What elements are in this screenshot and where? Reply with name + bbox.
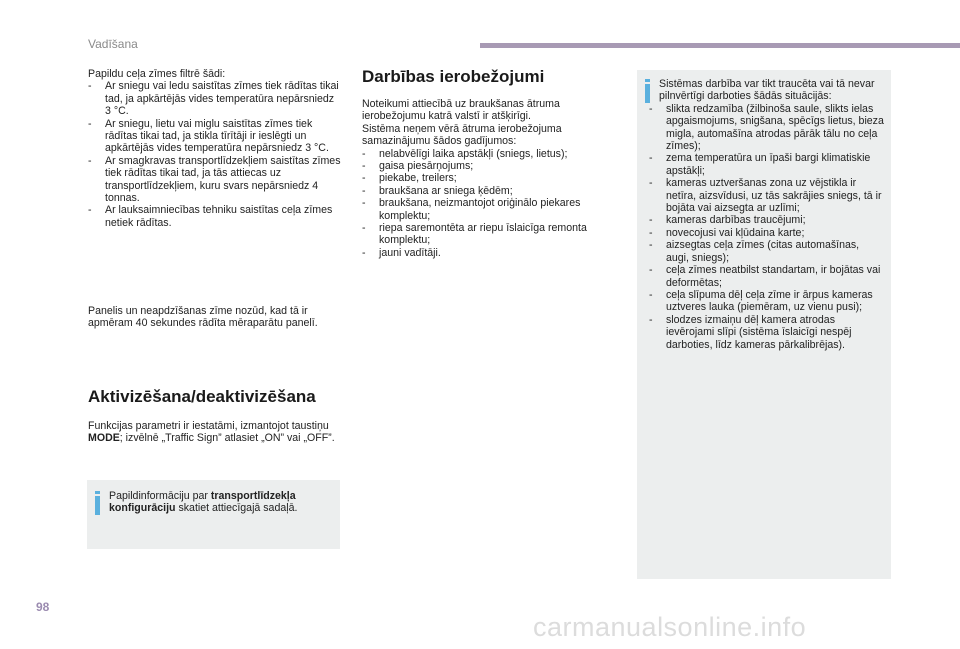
info-box-right <box>637 70 891 579</box>
list-item: - kameras uztveršanas zona uz vējstikla ir netīra, aizsvīdusi, uz tās sakrājies sniegs, tā ir bojāta vai aizsegta ar uzlīmi; <box>649 177 885 214</box>
list-item: - nelabvēlīgi laika apstākļi (sniegs, lietus); <box>362 148 617 160</box>
list-item: - slodzes izmaiņu dēļ kamera atrodas ievērojami slīpi (sistēma īslaicīgi nespēj darboties, līdz kameras pārkalibrējas). <box>649 314 885 351</box>
panel-paragraph-block <box>88 305 342 330</box>
info-text <box>649 78 885 351</box>
list-item: - piekabe, treilers; <box>362 172 617 184</box>
watermark[interactable]: carmanualsonline.info <box>533 612 807 642</box>
list-item: - slikta redzamība (žilbinoša saule, slikts ielas apgaismojums, snigšana, spēcīgs lietus, bieza migla, automašīna atrodas pārāk tālu no ceļa zīmes); <box>649 103 885 153</box>
panel-paragraph: Panelis un neapdzīšanas zīme nozūd, kad tā ir apmēram 40 sekundes rādīta mēraparātu panelī. <box>88 305 318 330</box>
list-item: - ceļa slīpuma dēļ ceļa zīme ir ārpus kameras uztveres lauka (piemēram, uz vienu pusi); <box>649 289 885 314</box>
limits-intro: Sistēma neņem vērā ātruma ierobežojuma samazinājumu šādos gadījumos: <box>362 122 562 148</box>
list-item: - braukšana ar sniega ķēdēm; <box>362 185 617 197</box>
list-item: - riepa saremontēta ar riepu īslaicīga remonta komplektu; <box>362 222 617 247</box>
list-item: - jauni vadītāji. <box>362 247 617 259</box>
column-left <box>88 68 342 229</box>
limits-list <box>362 148 617 260</box>
activation-paragraph-block <box>88 420 342 445</box>
section-title: Vadīšana <box>88 37 138 51</box>
limits-paragraph: Noteikumi attiecībā uz braukšanas ātruma ierobežojumu katrā valstī ir atšķirīgi. <box>362 98 560 123</box>
list-item: - gaisa piesārņojums; <box>362 160 617 172</box>
situations-intro: Sistēmas darbība var tikt traucēta vai tā nevar pilnvērtīgi darboties šādās situācijās: <box>659 78 875 103</box>
list-item: - braukšana, neizmantojot oriģinālo piekares komplektu; <box>362 197 617 222</box>
column-middle <box>362 98 617 259</box>
list-item: - ceļa zīmes neatbilst standartam, ir bojātas vai deformētas; <box>649 264 885 289</box>
filter-list <box>88 80 342 229</box>
list-item: - Ar sniegu, lietu vai miglu saistītas zīmes tiek rādītas tikai tad, ja stikla tīrītāji ir ieslēgti un apkārtējās vides temperatūra nepārsniedz 3 °C. <box>88 118 342 155</box>
list-item: - kameras darbības traucējumi; <box>649 214 885 226</box>
list-item: - Ar sniegu vai ledu saistītas zīmes tiek rādītas tikai tad, ja apkārtējās vides temperatūra nepārsniedz 3 °C. <box>88 80 342 117</box>
limits-heading: Darbības ierobežojumi <box>362 67 545 86</box>
list-item: - aizsegtas ceļa zīmes (citas automašīnas, augi, sniegs); <box>649 239 885 264</box>
info-icon <box>95 491 100 515</box>
activation-heading: Aktivizēšana/deaktivizēšana <box>88 387 316 406</box>
list-item: - Ar smagkravas transportlīdzekļiem saistītas zīmes tiek rādītas tikai tad, ja tās attiecas uz transportlīdzekļiem, kuru svars nepārsniedz 4 tonnas. <box>88 155 342 205</box>
header-bar <box>480 43 960 48</box>
info-box-left <box>87 480 340 549</box>
info-text: Papildinformāciju par transportlīdzekļa konfigurāciju skatiet attiecīgajā sadaļā. <box>109 490 298 515</box>
list-item: - novecojusi vai kļūdaina karte; <box>649 227 885 239</box>
list-item: - Ar lauksaimniecības tehniku saistītas ceļa zīmes netiek rādītas. <box>88 204 342 229</box>
activation-paragraph: Funkcijas parametri ir iestatāmi, izmantojot taustiņu MODE; izvēlnē „Traffic Sign” atlasiet „ON” vai „OFF”. <box>88 420 335 445</box>
filter-intro: Papildu ceļa zīmes filtrē šādi: <box>88 68 226 80</box>
list-item: - zema temperatūra un īpaši bargi klimatiskie apstākļi; <box>649 152 885 177</box>
situations-list <box>649 103 885 351</box>
page-number: 98 <box>36 600 50 614</box>
